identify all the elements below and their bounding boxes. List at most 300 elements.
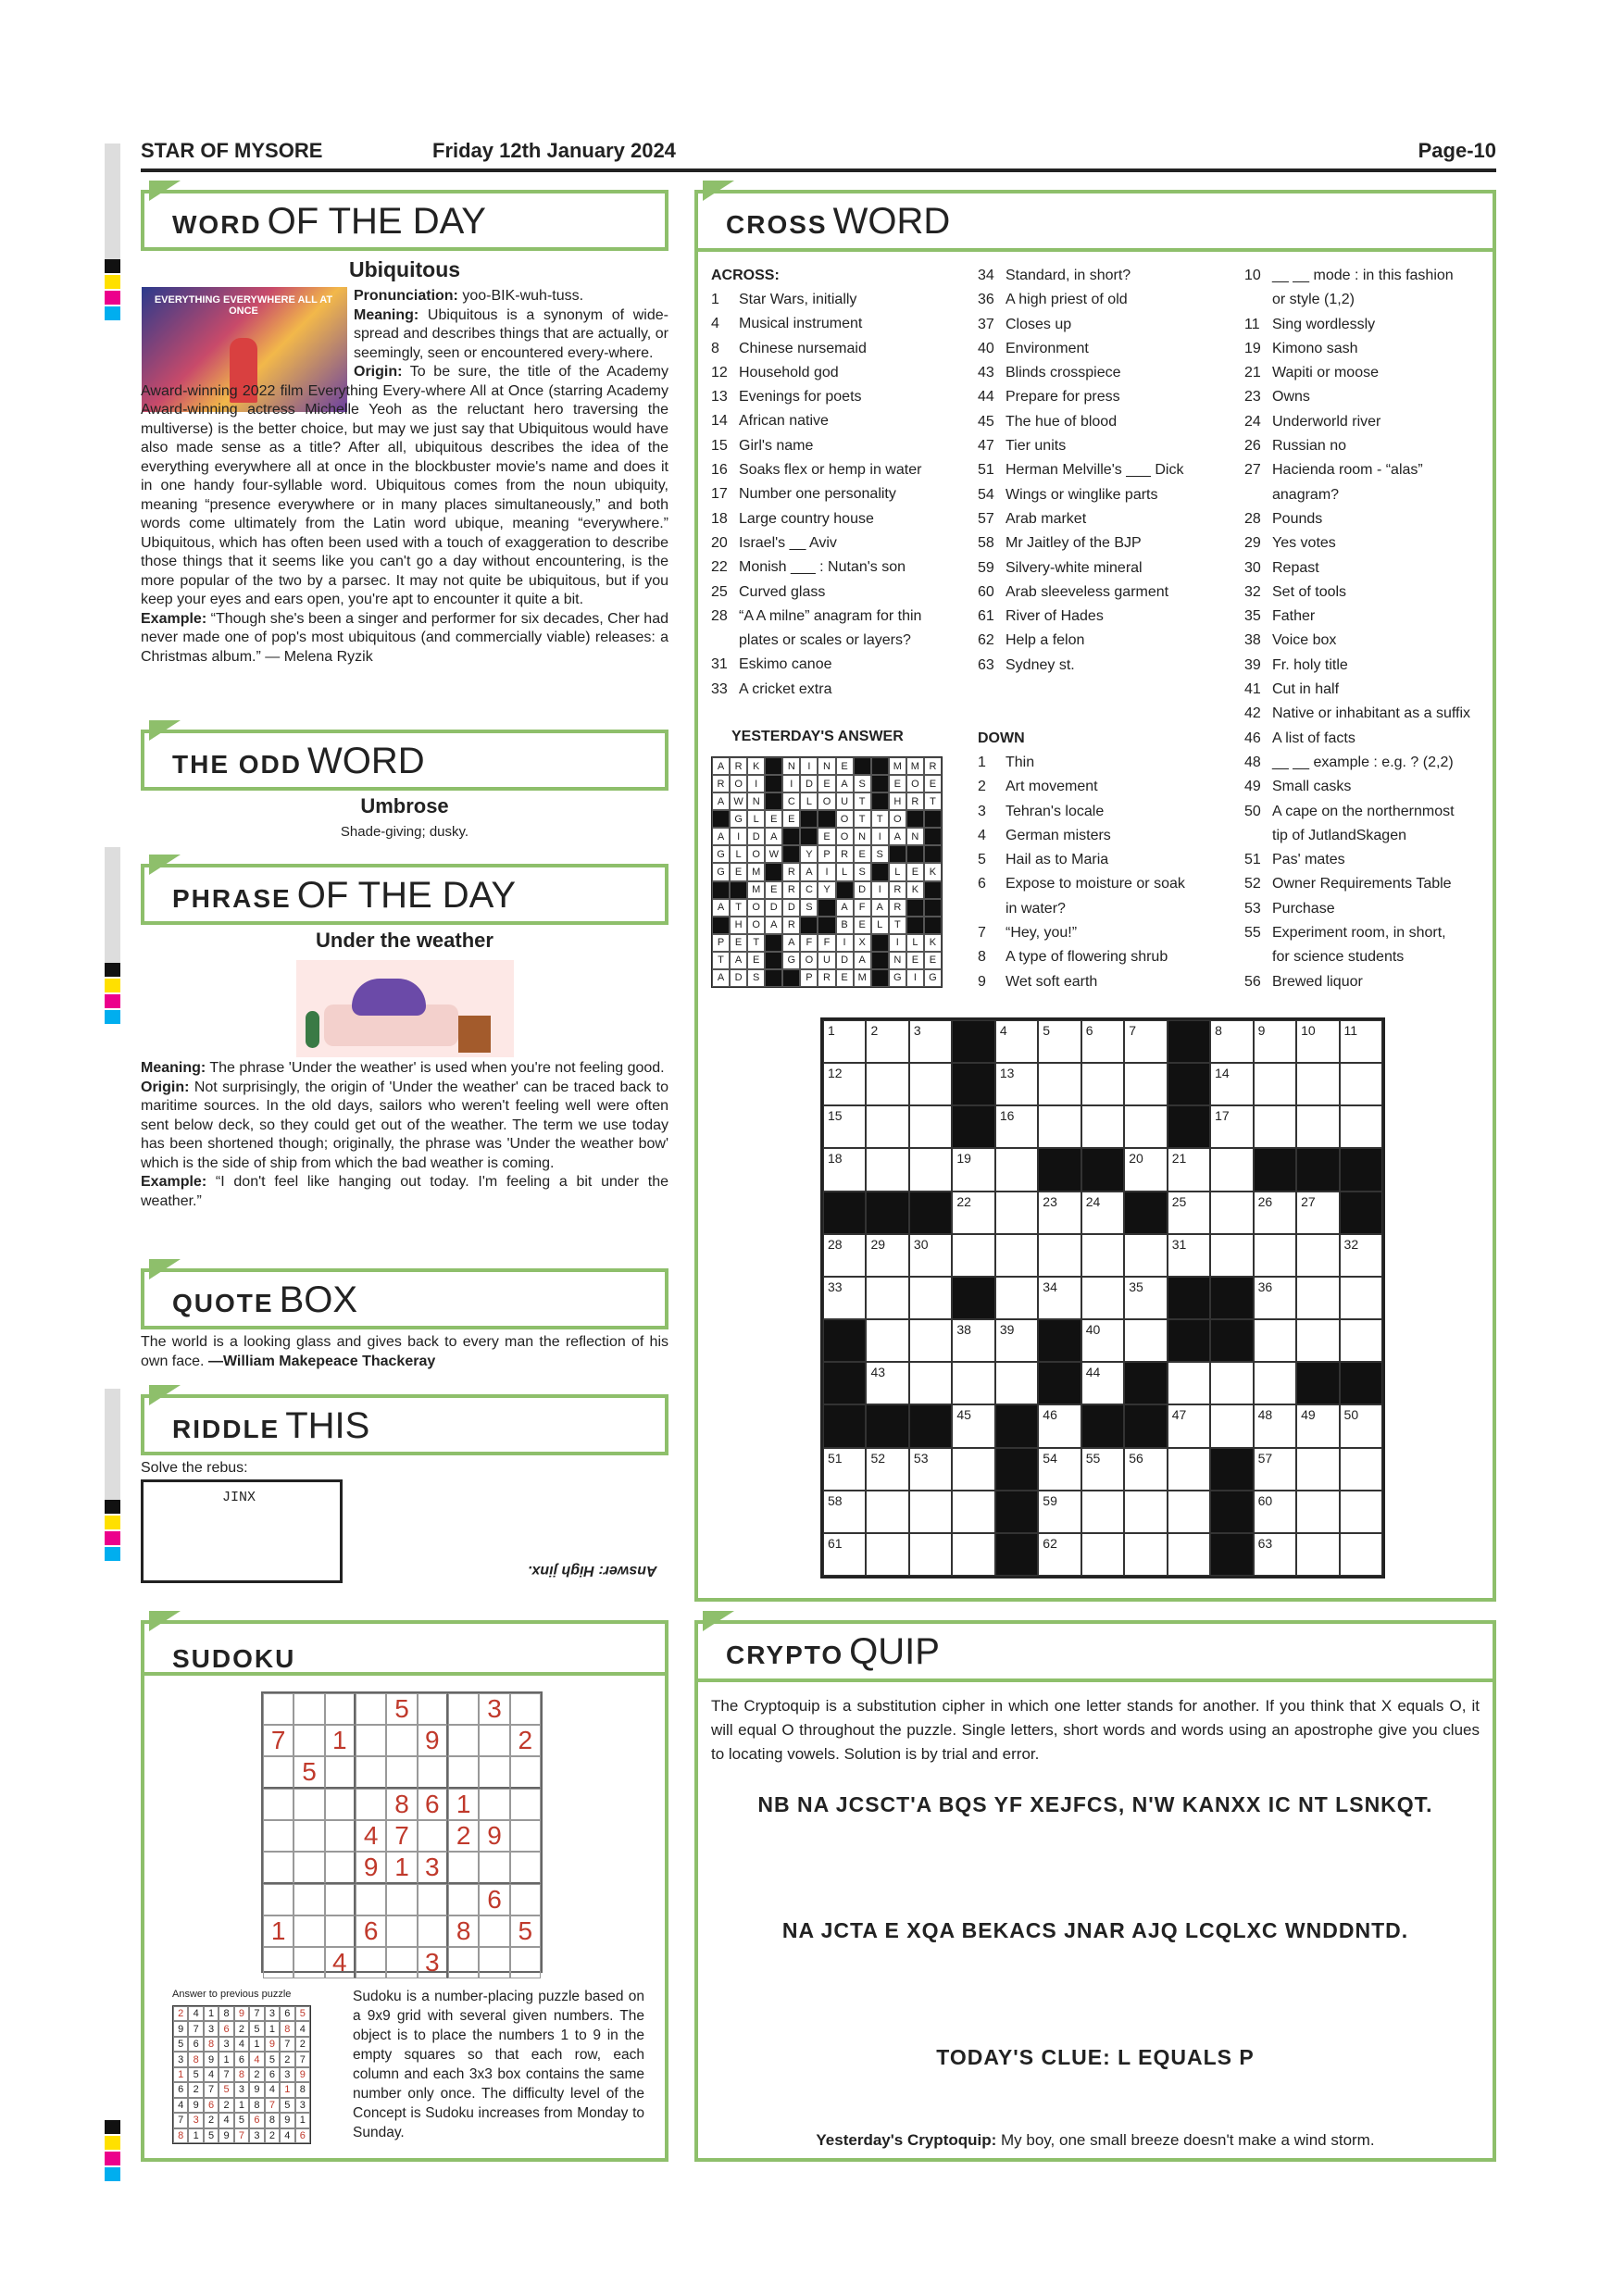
sudoku-cell[interactable] [356,1884,386,1915]
crossword-cell[interactable] [995,1319,1038,1362]
crossword-cell[interactable] [952,1404,994,1447]
sudoku-cell[interactable]: 6 [418,1789,448,1820]
crossword-cell[interactable] [1296,1020,1339,1063]
answer-cell: X [854,934,871,952]
sudoku-cell[interactable] [356,1947,386,1978]
prev-sudoku-cell: 7 [219,2067,233,2082]
crossword-cell [823,1192,866,1234]
sudoku-cell[interactable] [325,1693,356,1725]
crossword-cell[interactable] [823,1448,866,1491]
sudoku-cell[interactable]: 3 [418,1852,448,1884]
sudoku-cell[interactable] [263,1820,294,1852]
crossword-cell[interactable] [909,1533,952,1576]
sudoku-cell[interactable] [263,1693,294,1725]
answer-cell: I [730,828,747,845]
crossword-cell[interactable] [995,1277,1038,1319]
clue-line: 38 Voice box [1244,632,1337,649]
crossword-grid[interactable] [820,1017,1385,1578]
crossword-cell[interactable] [1210,1362,1253,1404]
answer-cell: A [712,969,730,987]
crossword-cell[interactable] [1124,1148,1167,1191]
crossword-cell[interactable] [1210,1020,1253,1063]
clue-line: 11 Sing wordlessly [1244,316,1376,332]
crossword-cell[interactable] [1038,1020,1081,1063]
crossword-cell[interactable] [1210,1192,1253,1234]
sudoku-cell[interactable] [510,1947,541,1978]
sudoku-cell[interactable]: 1 [386,1852,417,1884]
registration-black [105,1500,120,1514]
sudoku-cell[interactable] [325,1820,356,1852]
answer-cell [730,881,747,899]
clue-line: plates or scales or layers? [739,632,911,649]
clue-number: 28 [828,1236,843,1252]
crossword-cell[interactable] [1296,1448,1339,1491]
clue-line: 56 Brewed liquor [1244,973,1363,990]
sudoku-cell[interactable] [294,1820,324,1852]
prev-sudoku-cell: 8 [204,2037,219,2052]
crossword-cell[interactable] [909,1448,952,1491]
crossword-cell[interactable] [866,1063,908,1105]
crossword-cell[interactable] [1296,1234,1339,1277]
crossword-cell [909,1404,952,1447]
crossword-cell[interactable] [952,1319,994,1362]
sudoku-cell[interactable]: 7 [386,1820,417,1852]
answer-cell: F [854,899,871,917]
prev-sudoku-cell: 2 [204,2113,219,2128]
crossword-cell[interactable] [1038,1234,1081,1277]
sudoku-cell[interactable] [510,1820,541,1852]
crossword-cell[interactable] [1254,1105,1296,1148]
crossword-cell[interactable] [995,1063,1038,1105]
clue-number: 19 [956,1151,971,1167]
crossword-cell[interactable] [1124,1277,1167,1319]
crossword-cell [995,1533,1038,1576]
sudoku-cell[interactable] [325,1915,356,1947]
crossword-cell[interactable] [823,1277,866,1319]
crossword-cell[interactable] [1081,1533,1124,1576]
crossword-cell[interactable] [1081,1234,1124,1277]
sudoku-cell[interactable] [294,1693,324,1725]
sudoku-cell[interactable] [510,1852,541,1884]
sudoku-cell[interactable] [263,1884,294,1915]
crossword-cell[interactable] [1124,1234,1167,1277]
sudoku-cell[interactable] [294,1884,324,1915]
prev-sudoku-cell: 2 [295,2037,310,2052]
sudoku-cell[interactable] [294,1947,324,1978]
crossword-cell[interactable] [1081,1448,1124,1491]
across-label: ACROSS: [711,268,780,283]
crossword-cell[interactable] [866,1020,908,1063]
clue-line: 4 Musical instrument [711,316,863,332]
sudoku-cell[interactable] [263,1947,294,1978]
crossword-cell[interactable] [866,1319,908,1362]
sudoku-cell[interactable]: 9 [479,1820,509,1852]
sudoku-cell[interactable] [356,1725,386,1756]
sudoku-cell[interactable] [479,1852,509,1884]
clue-line: 32 Set of tools [1244,583,1347,600]
sudoku-cell[interactable]: 1 [263,1915,294,1947]
answer-cell [782,969,800,987]
crossword-cell[interactable] [1081,1362,1124,1404]
answer-cell: O [836,828,854,845]
crossword-cell[interactable] [866,1533,908,1576]
sudoku-cell[interactable] [325,1852,356,1884]
crossword-cell[interactable] [1168,1192,1210,1234]
sudoku-cell[interactable] [479,1947,509,1978]
clue-line: 39 Fr. holy title [1244,656,1348,673]
sudoku-cell[interactable] [479,1725,509,1756]
phrase-body: Meaning: The phrase 'Under the weather' is used when you're not feeling good. Origin: Not surprisingly, the origin of 'Under the weather' can be traced back to maritime sources. In the old days, sailors who weren't feeling well were often sent below deck, so they could get out of the weather. The term we use today has been shortened though; originally, the phrase was 'Under the weather bow' which is the side of ship from which the bad weather is coming. Example: “I don't feel like hanging out today. I'm feeling a bit under the weather.” [141,1060,669,1209]
page-header [141,137,1496,172]
crossword-cell[interactable] [1081,1277,1124,1319]
crossword-cell[interactable] [1124,1491,1167,1533]
sudoku-cell[interactable] [448,1756,479,1789]
clue-number: 11 [1343,1023,1358,1038]
prev-sudoku-cell: 1 [204,2006,219,2021]
previous-sudoku-answer [172,2005,311,2144]
crossword-cell[interactable] [952,1448,994,1491]
crossword-cell[interactable] [866,1362,908,1404]
prev-sudoku-cell: 3 [295,2098,310,2113]
sudoku-cell[interactable]: 7 [263,1725,294,1756]
prev-sudoku-cell: 8 [188,2052,203,2066]
crossword-cell[interactable] [995,1105,1038,1148]
answer-cell: T [854,792,871,810]
crossword-cell[interactable] [1210,1105,1253,1148]
sudoku-cell[interactable] [418,1884,448,1915]
crossword-cell[interactable] [1081,1105,1124,1148]
clue-line: 51 Pas' mates [1244,852,1345,868]
crossword-cell[interactable] [823,1063,866,1105]
crossword-cell[interactable] [1296,1192,1339,1234]
sudoku-cell[interactable] [263,1789,294,1820]
sudoku-cell[interactable]: 4 [356,1820,386,1852]
sudoku-cell[interactable] [263,1756,294,1789]
crossword-cell[interactable] [1038,1533,1081,1576]
registration-yellow [105,1516,120,1529]
sudoku-cell[interactable]: 6 [479,1884,509,1915]
crossword-cell[interactable] [1340,1319,1382,1362]
crossword-cell[interactable] [866,1491,908,1533]
sudoku-cell[interactable] [356,1756,386,1789]
answer-cell: A [712,757,730,775]
crossword-cell[interactable] [995,1020,1038,1063]
crossword-cell[interactable] [1210,1063,1253,1105]
sudoku-cell[interactable] [386,1915,417,1947]
sudoku-cell[interactable] [325,1789,356,1820]
sudoku-cell[interactable] [479,1756,509,1789]
sudoku-cell[interactable] [448,1725,479,1756]
crossword-cell[interactable] [1254,1404,1296,1447]
crossword-cell[interactable] [1296,1319,1339,1362]
sudoku-cell[interactable]: 4 [325,1947,356,1978]
crossword-cell[interactable] [1124,1533,1167,1576]
crossword-cell[interactable] [1168,1491,1210,1533]
sudoku-cell[interactable] [479,1789,509,1820]
crossword-cell[interactable] [995,1148,1038,1191]
crossword-cell[interactable] [952,1491,994,1533]
sudoku-cell[interactable]: 1 [325,1725,356,1756]
clue-line: 53 Purchase [1244,900,1335,917]
answer-cell: L [871,917,889,934]
crossword-cell [1168,1319,1210,1362]
prev-sudoku-cell: 1 [234,2098,249,2113]
clue-line: 48 __ __ example : e.g. ? (2,2) [1244,754,1454,770]
crossword-cell[interactable] [1038,1404,1081,1447]
crossword-cell[interactable] [866,1234,908,1277]
crossword-cell[interactable] [909,1319,952,1362]
answer-cell: M [747,881,765,899]
crossword-cell[interactable] [909,1020,952,1063]
sudoku-grid[interactable] [261,1691,543,1977]
prev-sudoku-cell: 7 [234,2128,249,2143]
crossword-cell[interactable] [1296,1277,1339,1319]
crossword-cell[interactable] [1340,1234,1382,1277]
sudoku-cell[interactable]: 5 [510,1915,541,1947]
crossword-cell[interactable] [1124,1105,1167,1148]
answer-cell: P [712,934,730,952]
crossword-cell[interactable] [823,1105,866,1148]
crossword-cell[interactable] [1254,1192,1296,1234]
crossword-cell[interactable] [1081,1063,1124,1105]
crossword-cell[interactable] [1254,1319,1296,1362]
crossword-cell[interactable] [1340,1448,1382,1491]
flag-icon [149,720,181,741]
crossword-cell[interactable] [1296,1063,1339,1105]
sudoku-cell[interactable] [418,1915,448,1947]
sudoku-cell[interactable] [448,1884,479,1915]
crossword-cell[interactable] [866,1148,908,1191]
crossword-cell[interactable] [1038,1063,1081,1105]
crossword-cell[interactable] [995,1362,1038,1404]
crossword-cell[interactable] [1124,1448,1167,1491]
sudoku-cell[interactable] [418,1756,448,1789]
crossword-cell[interactable] [1038,1105,1081,1148]
clue-line: 37 Closes up [978,316,1072,332]
crossword-cell[interactable] [1210,1404,1253,1447]
clue-line: 34 Standard, in short? [978,268,1131,283]
crossword-cell[interactable] [1124,1319,1167,1362]
sudoku-cell[interactable] [510,1789,541,1820]
crossword-cell[interactable] [909,1491,952,1533]
crossword-cell[interactable] [866,1105,908,1148]
crossword-cell [1124,1404,1167,1447]
section-title: WORD OF THE DAY [172,201,486,242]
crossword-cell[interactable] [823,1020,866,1063]
answer-cell: T [730,899,747,917]
crossword-cell[interactable] [1081,1020,1124,1063]
crossword-cell[interactable] [995,1192,1038,1234]
crossword-cell[interactable] [823,1491,866,1533]
crossword-cell [1210,1491,1253,1533]
sudoku-cell[interactable]: 9 [356,1852,386,1884]
crossword-cell[interactable] [823,1234,866,1277]
crossword-cell[interactable] [909,1234,952,1277]
crossword-cell[interactable] [1210,1148,1253,1191]
sudoku-cell[interactable] [418,1820,448,1852]
answer-cell: O [800,952,818,969]
crossword-cell[interactable] [1254,1020,1296,1063]
clue-line: 50 A cape on the northernmost [1244,803,1455,819]
crossword-cell[interactable] [1168,1362,1210,1404]
crossword-cell[interactable] [1168,1533,1210,1576]
clue-line: 61 River of Hades [978,608,1104,625]
sudoku-cell[interactable]: 3 [479,1693,509,1725]
crossword-cell[interactable] [1340,1491,1382,1533]
crossword-cell[interactable] [1168,1234,1210,1277]
sudoku-cell[interactable] [356,1789,386,1820]
crossword-cell[interactable] [1168,1148,1210,1191]
clue-number: 34 [1043,1279,1057,1294]
crossword-cell[interactable] [1254,1234,1296,1277]
sudoku-cell[interactable] [510,1884,541,1915]
crossword-cell[interactable] [995,1234,1038,1277]
crossword-cell[interactable] [1254,1063,1296,1105]
sudoku-cell[interactable]: 2 [510,1725,541,1756]
answer-cell: O [836,810,854,828]
crossword-cell[interactable] [1081,1491,1124,1533]
crossword-cell[interactable] [1210,1234,1253,1277]
answer-cell: I [871,881,889,899]
sudoku-cell[interactable]: 2 [448,1820,479,1852]
prev-sudoku-cell: 1 [265,2021,280,2036]
crossword-cell[interactable] [909,1277,952,1319]
sudoku-cell[interactable] [386,1947,417,1978]
prev-sudoku-cell: 4 [173,2098,188,2113]
crossword-cell[interactable] [1254,1448,1296,1491]
answer-cell: G [782,952,800,969]
crossword-cell[interactable] [1168,1404,1210,1447]
crossword-cell[interactable] [823,1533,866,1576]
sudoku-cell[interactable] [294,1725,324,1756]
crossword-cell [995,1448,1038,1491]
answer-cell: U [836,792,854,810]
down-clues-col1 [978,751,1185,994]
crossword-cell[interactable] [1081,1319,1124,1362]
sudoku-cell[interactable] [510,1756,541,1789]
prev-sudoku-cell: 4 [188,2006,203,2021]
prev-sudoku-cell: 3 [188,2113,203,2128]
sudoku-cell[interactable] [448,1947,479,1978]
prev-sudoku-cell: 5 [249,2021,264,2036]
sudoku-cell[interactable] [294,1789,324,1820]
clue-line: 47 Tier units [978,438,1067,455]
crossword-cell[interactable] [909,1063,952,1105]
prev-sudoku-cell: 8 [219,2006,233,2021]
crossword-cell[interactable] [1038,1192,1081,1234]
answer-cell: D [747,828,765,845]
crossword-cell [1254,1148,1296,1191]
crossword-cell[interactable] [1254,1491,1296,1533]
crossword-cell[interactable] [1168,1448,1210,1491]
crossword-cell[interactable] [1340,1063,1382,1105]
sudoku-cell[interactable]: 8 [448,1915,479,1947]
crossword-cell[interactable] [1296,1533,1339,1576]
crossword-cell[interactable] [952,1533,994,1576]
sudoku-cell[interactable] [448,1693,479,1725]
clue-line: 12 Household god [711,364,839,381]
clue-line: or style (1,2) [1272,292,1355,308]
crossword-cell[interactable] [1296,1105,1339,1148]
registration-cyan [105,2167,120,2181]
answer-cell: A [782,934,800,952]
crossword-cell[interactable] [909,1105,952,1148]
crossword-cell[interactable] [909,1148,952,1191]
crossword-cell[interactable] [1296,1404,1339,1447]
sudoku-cell[interactable] [386,1725,417,1756]
crossword-cell[interactable] [952,1192,994,1234]
sudoku-cell[interactable] [448,1852,479,1884]
clue-line: 5 Hail as to Maria [978,852,1109,868]
answer-cell: D [854,881,871,899]
clue-number: 12 [828,1066,843,1081]
crossword-cell[interactable] [1340,1404,1382,1447]
sudoku-cell[interactable]: 9 [418,1725,448,1756]
crossword-cell[interactable] [1081,1192,1124,1234]
crossword-cell[interactable] [1254,1533,1296,1576]
crossword-cell[interactable] [1038,1491,1081,1533]
sudoku-cell[interactable] [294,1852,324,1884]
crossword-cell[interactable] [1254,1362,1296,1404]
sudoku-cell[interactable]: 3 [418,1947,448,1978]
answer-cell [765,792,782,810]
crossword-cell[interactable] [1340,1020,1382,1063]
sudoku-cell[interactable] [325,1884,356,1915]
sudoku-cell[interactable] [479,1915,509,1947]
answer-cell: R [712,775,730,792]
sudoku-cell[interactable]: 5 [386,1693,417,1725]
crossword-cell[interactable] [1124,1020,1167,1063]
sudoku-cell[interactable]: 5 [294,1756,324,1789]
crossword-cell[interactable] [1340,1277,1382,1319]
crossword-cell[interactable] [1038,1277,1081,1319]
crossword-cell[interactable] [1340,1105,1382,1148]
sudoku-cell[interactable] [510,1693,541,1725]
sudoku-cell[interactable] [418,1693,448,1725]
sudoku-cell[interactable] [356,1693,386,1725]
answer-cell [924,828,942,845]
crossword-cell[interactable] [1254,1277,1296,1319]
crossword-cell[interactable] [952,1234,994,1277]
sudoku-cell[interactable] [263,1852,294,1884]
crossword-cell[interactable] [866,1277,908,1319]
yesterday-cryptoquip: Yesterday's Cryptoquip: My boy, one small breeze doesn't make a wind storm. [816,2131,1375,2149]
crossword-cell[interactable] [1296,1491,1339,1533]
crossword-cell[interactable] [909,1362,952,1404]
sudoku-cell[interactable] [386,1756,417,1789]
crossword-cell [823,1319,866,1362]
clue-line: 10 __ __ mode : in this fashion [1244,268,1454,283]
crossword-cell[interactable] [952,1148,994,1191]
answer-cell: F [800,934,818,952]
sudoku-cell[interactable] [294,1915,324,1947]
crossword-cell[interactable] [1124,1063,1167,1105]
crossword-cell[interactable] [866,1448,908,1491]
crossword-cell[interactable] [952,1362,994,1404]
crossword-cell[interactable] [823,1148,866,1191]
sudoku-cell[interactable] [325,1756,356,1789]
flag-icon [149,1259,181,1279]
crossword-cell[interactable] [1340,1533,1382,1576]
sudoku-cell[interactable]: 8 [386,1789,417,1820]
clue-number: 27 [1301,1193,1316,1209]
clue-line: 41 Cut in half [1244,681,1340,698]
sudoku-cell[interactable]: 1 [448,1789,479,1820]
sudoku-cell[interactable]: 6 [356,1915,386,1947]
prev-sudoku-cell: 2 [249,2067,264,2082]
crossword-cell[interactable] [1038,1448,1081,1491]
sudoku-cell[interactable] [386,1884,417,1915]
